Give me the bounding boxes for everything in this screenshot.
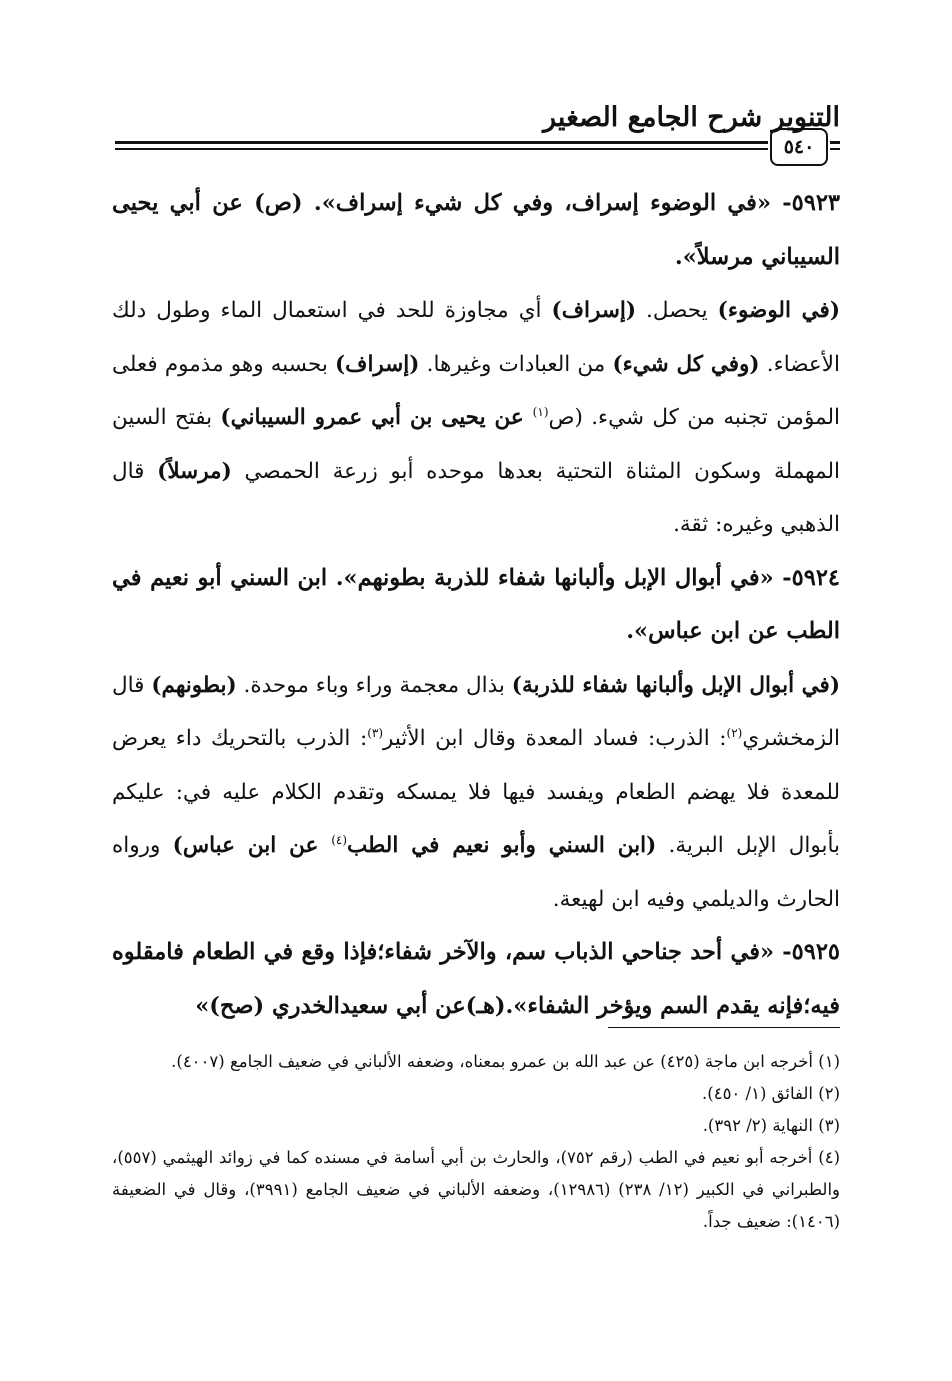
commentary-text: من العبادات وغيرها. (419, 351, 613, 377)
quoted-phrase: عن يحيى بن أبي عمرو السيباني) (220, 405, 533, 430)
header-rule-thick (115, 141, 768, 144)
quoted-phrase: (في الوضوء) (717, 298, 840, 323)
commentary-text: بذال معجمة وراء وباء موحدة. (236, 672, 512, 698)
quoted-phrase: عن ابن عباس) (172, 833, 332, 858)
commentary-text: أي مجاوزة للحد في استعمال الماء وطول دلك الأعضاء. (112, 298, 840, 377)
commentary-text: : الذرب: فساد المعدة وقال ابن الأثير (383, 726, 727, 751)
quoted-phrase: (في أبوال الإبل وألبانها شفاء للذربة) (511, 672, 841, 698)
header-rule-right-thick (830, 141, 840, 144)
quoted-phrase: (إسراف) (335, 351, 420, 377)
commentary-text: يحصل. (636, 298, 718, 323)
hadith-5924: ٥٩٢٤- «في أبوال الإبل وألبانها شفاء للذربة بطونهم». ابن السني أبو نعيم في الطب عن ابن عباس». (112, 564, 840, 644)
footnote-2: (٢) الفائق (١/ ٤٥٠). (702, 1084, 840, 1103)
commentary-text: : الذرب بالتحريك داء يعرض للمعدة فلا يهضم الطعام ويفسد فيها فلا يمسكه وتقدم الكلام عليه في: عليكم بأبوال الإبل البرية. (112, 726, 840, 858)
commentary-text: بحسبه وهو مذموم فعلى المؤمن تجنبه من كل شيء. (ص (112, 351, 841, 430)
hadith-5923: ٥٩٢٣- «في الوضوء إسراف، وفي كل شيء إسراف». (ص) عن أبي يحيى السيباني مرسلاً». (112, 190, 840, 270)
commentary-5924 (112, 659, 840, 927)
page-number: ٥٤٠ (770, 128, 828, 166)
quoted-phrase: (وفي كل شيء) (612, 351, 760, 377)
footnote-separator (608, 1027, 840, 1028)
footnote-marker: (٢) (726, 725, 743, 740)
quoted-phrase: (ابن السني وأبو نعيم في الطب (347, 833, 657, 858)
main-text (112, 177, 840, 1033)
commentary-text: ورواه الحارث والديلمي وفيه ابن لهيعة. (112, 833, 840, 912)
footnote-4: (٤) أخرجه أبو نعيم في الطب (رقم ٧٥٢)، والحارث بن أبي أسامة في مسنده كما في زوائد الهيثمي (٥٥٧)، والطبراني في الكبير (١٢/ ٢٣٨) (١٢٩٨٦)، وضعفه الألباني في ضعيف الجامع (٣٩٩١)، وقال في الضعيفة (١٤٠٦): ضعيف جداً. (112, 1148, 840, 1231)
footnote-3: (٣) النهاية (٢/ ٣٩٢). (702, 1116, 840, 1135)
commentary-5923 (112, 284, 840, 552)
quoted-phrase: (إسراف) (551, 298, 636, 323)
footnote-marker: (١) (532, 404, 549, 419)
hadith-5925: ٥٩٢٥- «في أحد جناحي الذباب سم، والآخر شفاء؛فإذا وقع في الطعام فامقلوه فيه؛فإنه يقدم السم ويؤخر الشفاء».(هـ)عن أبي سعيدالخدري (صح)» (112, 939, 840, 1019)
header-rule-thin (115, 148, 768, 150)
running-title: التنوير شرح الجامع الصغير (543, 102, 840, 133)
commentary-text: بفتح السين المهملة وسكون المثناة التحتية بعدها موحده أبو زرعة الحمصي (112, 405, 840, 484)
footnotes (112, 1046, 840, 1238)
header-rule-right-thin (830, 148, 840, 150)
commentary-text: قال الزمخشري (112, 672, 840, 751)
footnote-1: (١) أخرجه ابن ماجة (٤٢٥) عن عبد الله بن عمرو بمعناه، وضعفه الألباني في ضعيف الجامع (٤٠٠٧). (171, 1052, 840, 1071)
quoted-phrase: (مرسلاً) (157, 458, 232, 484)
footnote-marker: (٤) (331, 832, 348, 847)
quoted-phrase: (بطونهم) (151, 672, 237, 698)
commentary-text: قال الذهبي وغيره: ثقة. (112, 458, 840, 537)
footnote-marker: (٣) (367, 725, 384, 740)
